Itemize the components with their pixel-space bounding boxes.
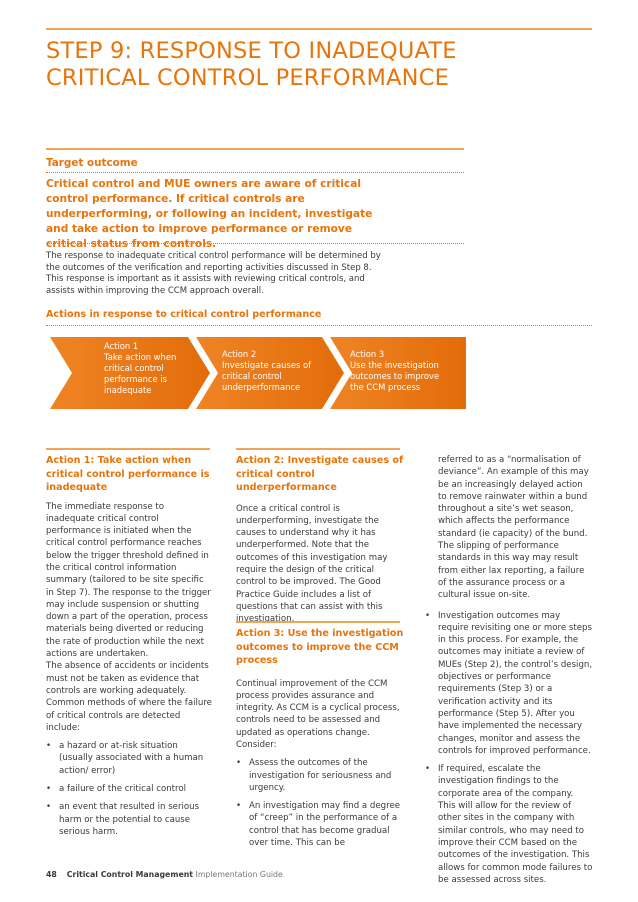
title-line-2: CRITICAL CONTROL PERFORMANCE xyxy=(46,65,450,91)
list-item: • a hazard or at-risk situation (usually associated with a human action/ error) xyxy=(46,741,204,776)
target-heading: Target outcome xyxy=(46,157,138,169)
target-dotted-rule xyxy=(46,172,464,173)
list-item: • a failure of the critical control xyxy=(46,784,187,795)
actions-heading: Actions in response to critical control performance xyxy=(46,309,322,320)
target-dotted-rule-2 xyxy=(46,243,464,244)
action3-heading: Action 3: Use the investigation outcomes to improve the CCM process xyxy=(236,628,404,666)
col1-rule xyxy=(46,448,210,450)
action2-heading: Action 2: Investigate causes of critical control underperformance xyxy=(236,455,404,493)
intro-paragraph: The response to inadequate critical control performance will be determined by the outcomes of the verification and reporting activities discussed in Step 8. This response is important as it assists with reviewing critical controls, and assists within improving the CCM approach overall. xyxy=(46,251,381,296)
footer-doc-title: Critical Control Management xyxy=(66,870,194,879)
title-line-1: STEP 9: RESPONSE TO INADEQUATE xyxy=(46,38,457,64)
list-item: • If required, escalate the investigation findings to the corporate area of the company. This will allow for the review of other sites in the company with similar controls, who may need to improve their CCM based on the outcomes of the investigation. This allows for common mode failures to be assessed across sites. xyxy=(425,764,593,885)
column-2-lower xyxy=(236,627,404,855)
target-text: Critical control and MUE owners are aware of critical control performance. If critical controls are underperforming, or following an incident, investigate and take action to improve performance or remove critical status from controls. xyxy=(46,178,373,250)
col3-bullet-list xyxy=(425,610,593,887)
list-item: • an event that resulted in serious harm or the potential to cause serious harm. xyxy=(46,802,200,837)
action1-paragraph-2: The absence of accidents or incidents must not be taken as evidence that controls are working adequately. Common methods of where the failure of critical controls are detected include: xyxy=(46,661,212,733)
chevron-2-label: Action 2 Investigate causes of critical control underperformance xyxy=(222,349,312,392)
list-item: • Investigation outcomes may require revisiting one or more steps in this process. For example, the outcomes may initiate a review of MUEs (Step 2), the control’s design, objectives or performance requirements (Step 3) or a verification activity and its performance (Step 5). After you have implemented the necessary changes, monitor and assess the controls for improved performance. xyxy=(425,610,593,756)
page-title xyxy=(46,38,606,92)
page-number: 48 xyxy=(46,870,57,879)
top-rule xyxy=(46,28,592,30)
chevron-1-label: Action 1 Take action when critical control performance is inadequate xyxy=(104,341,177,395)
action1-bullet-list xyxy=(46,740,212,838)
list-item: • Assess the outcomes of the investigation for seriousness and urgency. xyxy=(236,758,392,793)
page-footer xyxy=(46,870,283,879)
col2-rule xyxy=(236,448,400,450)
action2-paragraph: Once a critical control is underperforming, investigate the causes to understand why it has underperformed. Note that the outcomes of this investigation may require the design of the critical control to be improved. The Good Practice Guide includes a list of questions that can assist with this investigation. xyxy=(236,503,388,625)
col2-rule-2 xyxy=(236,621,400,623)
action1-paragraph: The immediate response to inadequate critical control performance is initiated when the critical control performance reaches below the trigger threshold defined in the critical control information summary (tailored to be site specific in Step 7). The response to the trigger may include suspension or shutting down a part of the operation, process materials being diverted or reducing the rate of production while the next actions are undertaken. xyxy=(46,501,211,660)
actions-dotted-rule xyxy=(46,325,592,326)
actions-chevron-diagram xyxy=(46,335,466,411)
chevron-3-label: Action 3 Use the investigation outcomes to improve the CCM process xyxy=(350,349,440,392)
target-rule xyxy=(46,148,464,150)
action3-paragraph: Continual improvement of the CCM process provides assurance and integrity. As CCM is a cyclical process, controls need to be assessed and updated as operations change. Consider: xyxy=(236,678,400,750)
column-1 xyxy=(46,454,212,844)
continued-paragraph: referred to as a “normalisation of deviance”. An example of this may be an increasingly delayed action to remove rainwater within a bund throughout a site’s wet season, which affects the performance standard (ie capacity) of the bund. The slipping of performance standards in this way may result from either lax reporting, a failure of the assurance process or a cultural issue on-site. xyxy=(438,455,589,601)
action1-heading: Action 1: Take action when critical control performance is inadequate xyxy=(46,455,210,493)
footer-doc-subtitle: Implementation Guide xyxy=(195,870,283,879)
column-2 xyxy=(236,454,404,625)
action3-bullet-list xyxy=(236,757,404,849)
column-3 xyxy=(425,454,593,892)
list-item: • An investigation may find a degree of “creep” in the performance of a control that has become gradual over time. This can be xyxy=(236,801,401,849)
